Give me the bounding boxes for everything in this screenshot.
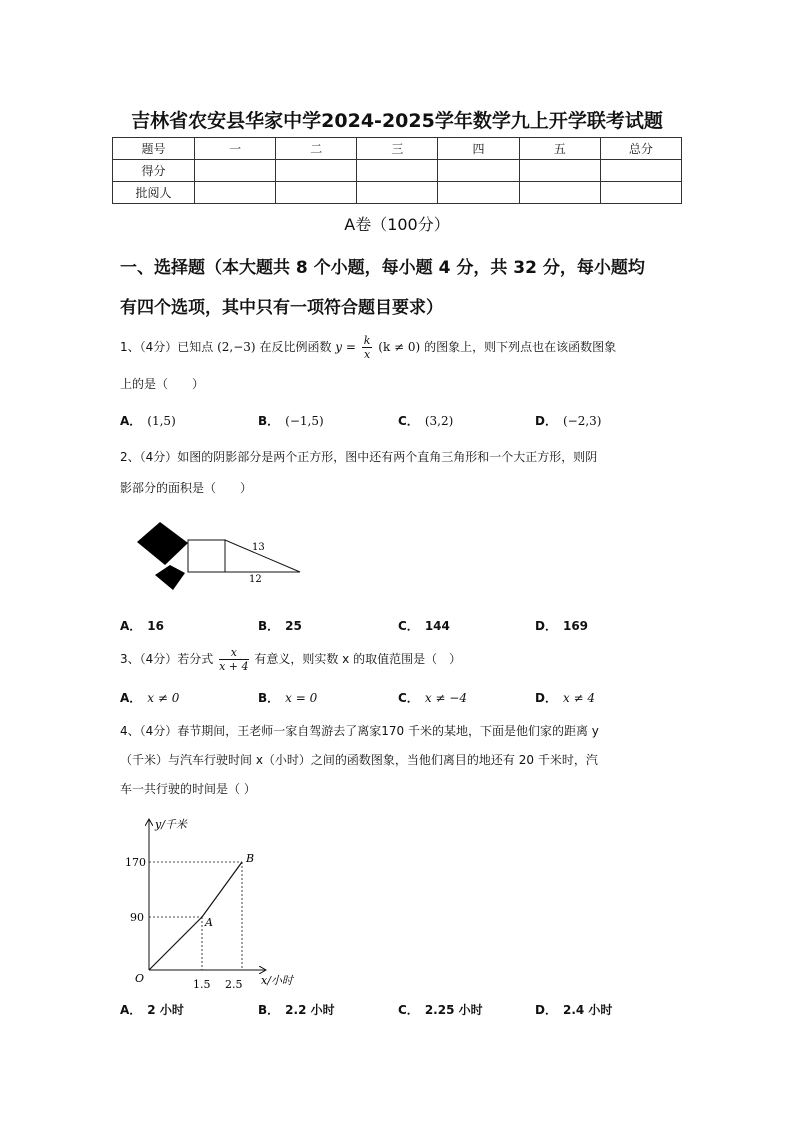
option-c[interactable] (398, 1001, 489, 1018)
option-text: x ≠ 0 (147, 691, 180, 705)
option-letter: A． (120, 619, 142, 633)
option-letter: D． (535, 691, 557, 705)
option-c[interactable] (398, 689, 467, 706)
option-d[interactable] (535, 617, 594, 634)
q4-line2: （千米）与汽车行驶时间 x（小时）之间的函数图象，当他们离目的地还有 20 千米时，汽 (120, 753, 598, 767)
option-letter: D． (535, 619, 557, 633)
option-text: x ≠ 4 (562, 691, 596, 705)
option-letter: C． (398, 414, 419, 428)
score-table-cell (357, 160, 438, 182)
option-a[interactable] (120, 617, 170, 634)
score-table-cell: 得分 (113, 160, 195, 182)
option-letter: B． (258, 619, 280, 633)
q2-figure (130, 515, 310, 595)
q1-frac-num: k (363, 334, 371, 347)
distance-line (149, 862, 242, 970)
score-table-cell: 三 (357, 138, 438, 160)
q4-line3: 车一共行驶的时间是（ ） (120, 782, 256, 796)
option-letter: B． (258, 691, 280, 705)
option-b[interactable] (258, 1001, 341, 1018)
section-heading-line2: 有四个选项，其中只有一项符合题目要求） (120, 298, 443, 318)
score-table-cell: 五 (519, 138, 600, 160)
q1-frac-den: x (364, 348, 371, 361)
exam-title: 吉林省农安县华家中学2024-2025学年数学九上开学联考试题 (131, 110, 663, 132)
option-d[interactable] (535, 412, 601, 429)
y-axis-label: y/千米 (155, 818, 187, 831)
q1-func-lhs: y = (335, 340, 356, 354)
score-table-row (113, 160, 682, 182)
option-letter: C． (398, 691, 419, 705)
option-text: (3,2) (424, 414, 454, 428)
score-table-cell: 题号 (113, 138, 195, 160)
option-b[interactable] (258, 689, 317, 706)
q3-suffix: 有意义，则实数 x 的取值范围是（ ） (254, 652, 462, 666)
shaded-square-lower (155, 565, 185, 590)
score-table-cell (438, 160, 519, 182)
score-table-cell (519, 182, 600, 204)
y-tick-90: 90 (130, 911, 144, 924)
option-text: 2.25 小时 (424, 1003, 483, 1017)
score-table-cell (195, 182, 276, 204)
q4-graph (125, 812, 315, 997)
section-heading-line1: 一、选择题（本大题共 8 个小题，每小题 4 分，共 32 分，每小题均 (120, 258, 645, 278)
score-table-cell (195, 160, 276, 182)
option-a[interactable] (120, 412, 176, 429)
origin-label: O (135, 972, 145, 985)
option-letter: A． (120, 691, 142, 705)
volume-heading: A卷（100分） (344, 215, 450, 234)
shaded-square-upper (137, 522, 188, 565)
option-text: 144 (424, 619, 450, 633)
y-tick-170: 170 (125, 856, 146, 869)
point-a-label: A (205, 916, 213, 929)
q4-line1: 4、（4分）春节期间，王老师一家自驾游去了离家170 千米的某地，下面是他们家的距离 y (120, 724, 599, 738)
option-d[interactable] (535, 1001, 618, 1018)
option-a[interactable] (120, 1001, 190, 1018)
score-table-cell (438, 182, 519, 204)
q2-line1: 2、（4分）如图的阴影部分是两个正方形，图中还有两个直角三角形和一个大正方形，则阴 (120, 450, 598, 464)
x-axis-label: x/小时 (261, 974, 293, 987)
option-c[interactable] (398, 617, 456, 634)
option-letter: C． (398, 1003, 419, 1017)
score-table-cell: 一 (195, 138, 276, 160)
score-table-cell (357, 182, 438, 204)
score-table (112, 137, 682, 204)
option-b[interactable] (258, 412, 324, 429)
option-text: (−2,3) (562, 414, 602, 428)
q1-point: (2,−3) (217, 340, 256, 354)
x-tick-1-5: 1.5 (193, 978, 211, 991)
q1-suffix: 的图象上，则下列点也在该函数图象 (424, 340, 617, 354)
q1-mid: 在反比例函数 (259, 340, 332, 354)
option-letter: D． (535, 1003, 557, 1017)
option-text: 16 (147, 619, 164, 633)
label-hypotenuse: 13 (252, 542, 265, 553)
option-letter: B． (258, 414, 280, 428)
option-letter: B． (258, 1003, 280, 1017)
q1-prefix: 1、（4分）已知点 (120, 340, 214, 354)
option-text: 2 小时 (147, 1003, 184, 1017)
score-table-cell: 四 (438, 138, 519, 160)
option-d[interactable] (535, 689, 595, 706)
score-table-header-row (113, 138, 682, 160)
option-a[interactable] (120, 689, 179, 706)
score-table-cell (519, 160, 600, 182)
question-3 (120, 645, 680, 674)
option-text: x = 0 (285, 691, 318, 705)
q2-options (120, 617, 680, 637)
q3-prefix: 3、（4分）若分式 (120, 652, 214, 666)
option-text: (−1,5) (285, 414, 324, 428)
question-1 (120, 333, 680, 362)
option-c[interactable] (398, 412, 453, 429)
q1-options (120, 412, 680, 432)
option-letter: C． (398, 619, 419, 633)
option-letter: D． (535, 414, 557, 428)
score-table-cell (600, 160, 681, 182)
option-text: 2.2 小时 (285, 1003, 335, 1017)
option-b[interactable] (258, 617, 308, 634)
q3-frac-num: x (219, 646, 248, 660)
q3-frac-den: x + 4 (219, 660, 249, 673)
option-text: 25 (285, 619, 302, 633)
option-text: (1,5) (147, 414, 176, 428)
option-letter: A． (120, 414, 142, 428)
score-table-cell (276, 160, 357, 182)
option-letter: A． (120, 1003, 142, 1017)
option-text: 2.4 小时 (562, 1003, 613, 1017)
q4-options (120, 1001, 680, 1021)
q2-line2: 影部分的面积是（ ） (120, 481, 253, 495)
label-base: 12 (249, 574, 262, 585)
q1-line2: 上的是（ ） (120, 377, 205, 391)
option-text: 169 (562, 619, 589, 633)
q3-options (120, 689, 680, 709)
option-text: x ≠ −4 (424, 691, 467, 705)
score-table-cell: 总分 (600, 138, 681, 160)
score-table-row (113, 182, 682, 204)
score-table-cell (276, 182, 357, 204)
point-b-label: B (246, 852, 255, 865)
score-table-cell: 二 (276, 138, 357, 160)
q1-condition: (k ≠ 0) (378, 340, 421, 354)
q1-fraction (362, 334, 373, 361)
score-table-cell: 批阅人 (113, 182, 195, 204)
big-square (188, 540, 225, 572)
x-tick-2-5: 2.5 (225, 978, 243, 991)
score-table-cell (600, 182, 681, 204)
q3-fraction (219, 646, 248, 673)
